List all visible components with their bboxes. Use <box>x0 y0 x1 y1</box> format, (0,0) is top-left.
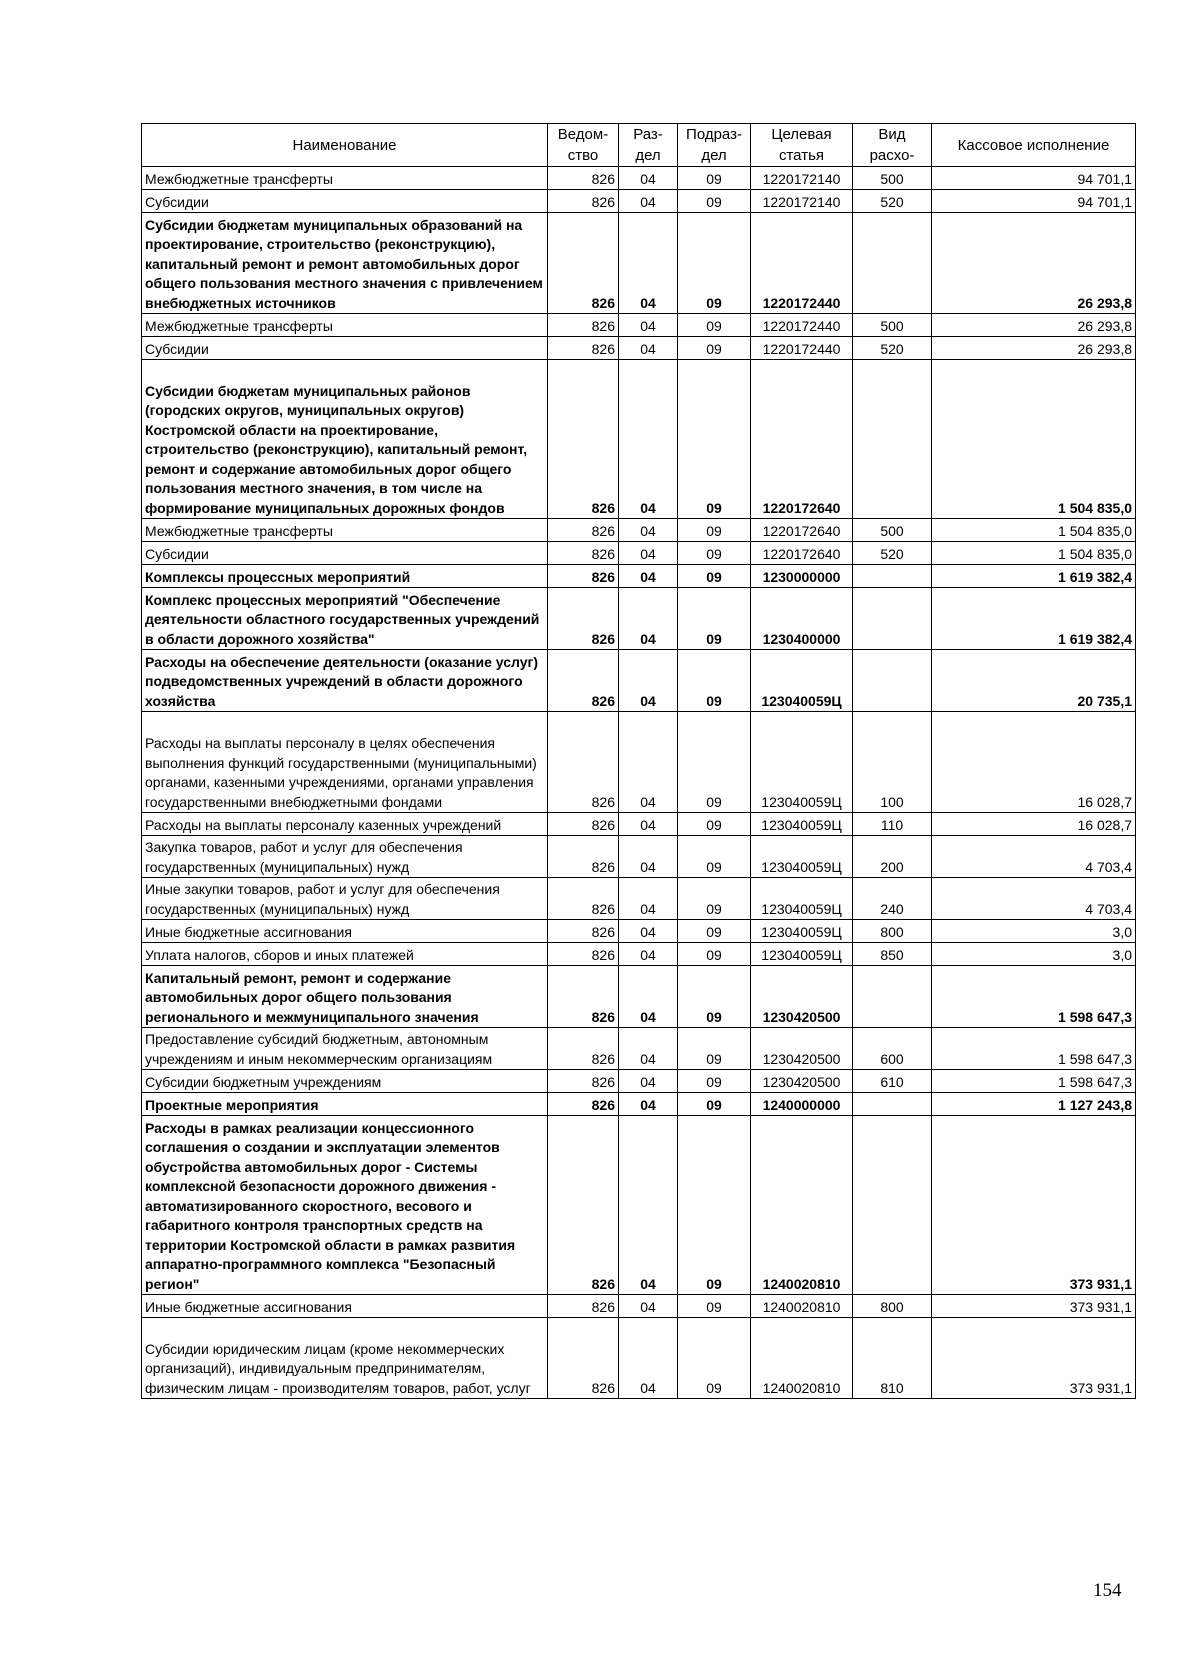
cell-vedomstvo: 826 <box>548 1295 619 1318</box>
cell-kassovoe-ispolnenie: 16 028,7 <box>932 712 1136 813</box>
table-row <box>142 542 1136 565</box>
table-row <box>142 650 1136 712</box>
cell-vid-rashodov <box>853 650 932 712</box>
cell-kassovoe-ispolnenie: 3,0 <box>932 943 1136 966</box>
cell-celevaya-statya: 1220172140 <box>751 190 853 213</box>
header-celevaya-statya: Целевая статья <box>751 124 853 167</box>
cell-celevaya-statya: 123040059Ц <box>751 920 853 943</box>
cell-celevaya-statya: 1230400000 <box>751 588 853 650</box>
cell-razdel: 04 <box>619 314 678 337</box>
cell-name: Расходы на обеспечение деятельности (оказание услуг) подведомственных учреждений в области дорожного хозяйства <box>142 650 548 712</box>
cell-vedomstvo: 826 <box>548 1028 619 1070</box>
header-vid-rashodov: Вид расхо- <box>853 124 932 167</box>
cell-kassovoe-ispolnenie: 1 619 382,4 <box>932 565 1136 588</box>
cell-podrazdel: 09 <box>678 1295 751 1318</box>
cell-razdel: 04 <box>619 878 678 920</box>
table-row <box>142 1295 1136 1318</box>
cell-celevaya-statya: 1230420500 <box>751 1070 853 1093</box>
table-row <box>142 813 1136 836</box>
cell-kassovoe-ispolnenie: 1 598 647,3 <box>932 966 1136 1028</box>
cell-celevaya-statya: 123040059Ц <box>751 943 853 966</box>
cell-podrazdel: 09 <box>678 712 751 813</box>
cell-vid-rashodov: 520 <box>853 190 932 213</box>
cell-vid-rashodov <box>853 360 932 519</box>
table-row <box>142 1070 1136 1093</box>
cell-podrazdel: 09 <box>678 920 751 943</box>
cell-razdel: 04 <box>619 1318 678 1399</box>
cell-vedomstvo: 826 <box>548 1116 619 1295</box>
cell-name: Субсидии бюджетам муниципальных образований на проектирование, строительство (реконструкцию), капитальный ремонт и ремонт автомобильных дорог общего пользования местного значения с привлечением внебюджетных источников <box>142 213 548 314</box>
cell-kassovoe-ispolnenie: 3,0 <box>932 920 1136 943</box>
cell-razdel: 04 <box>619 1028 678 1070</box>
cell-name: Предоставление субсидий бюджетным, автономным учреждениям и иным некоммерческим организациям <box>142 1028 548 1070</box>
cell-razdel: 04 <box>619 813 678 836</box>
cell-razdel: 04 <box>619 337 678 360</box>
cell-kassovoe-ispolnenie: 16 028,7 <box>932 813 1136 836</box>
cell-vid-rashodov <box>853 1093 932 1116</box>
cell-vedomstvo: 826 <box>548 1093 619 1116</box>
table-row <box>142 966 1136 1028</box>
cell-name: Иные закупки товаров, работ и услуг для обеспечения государственных (муниципальных) нужд <box>142 878 548 920</box>
table-row <box>142 213 1136 314</box>
cell-kassovoe-ispolnenie: 26 293,8 <box>932 337 1136 360</box>
cell-razdel: 04 <box>619 213 678 314</box>
cell-podrazdel: 09 <box>678 314 751 337</box>
cell-vedomstvo: 826 <box>548 836 619 878</box>
cell-kassovoe-ispolnenie: 373 931,1 <box>932 1318 1136 1399</box>
cell-kassovoe-ispolnenie: 1 504 835,0 <box>932 519 1136 542</box>
cell-podrazdel: 09 <box>678 650 751 712</box>
table-row <box>142 565 1136 588</box>
cell-podrazdel: 09 <box>678 213 751 314</box>
cell-razdel: 04 <box>619 565 678 588</box>
cell-vedomstvo: 826 <box>548 712 619 813</box>
cell-vid-rashodov <box>853 588 932 650</box>
cell-name: Субсидии <box>142 542 548 565</box>
cell-name: Иные бюджетные ассигнования <box>142 1295 548 1318</box>
cell-vid-rashodov: 500 <box>853 519 932 542</box>
table-row <box>142 337 1136 360</box>
cell-kassovoe-ispolnenie: 26 293,8 <box>932 314 1136 337</box>
cell-podrazdel: 09 <box>678 943 751 966</box>
cell-celevaya-statya: 1240020810 <box>751 1295 853 1318</box>
cell-name: Субсидии бюджетным учреждениям <box>142 1070 548 1093</box>
cell-razdel: 04 <box>619 588 678 650</box>
cell-vedomstvo: 826 <box>548 943 619 966</box>
cell-vid-rashodov: 240 <box>853 878 932 920</box>
cell-vid-rashodov: 600 <box>853 1028 932 1070</box>
table-row <box>142 314 1136 337</box>
cell-kassovoe-ispolnenie: 1 598 647,3 <box>932 1070 1136 1093</box>
cell-vedomstvo: 826 <box>548 360 619 519</box>
cell-vid-rashodov <box>853 966 932 1028</box>
cell-podrazdel: 09 <box>678 1093 751 1116</box>
cell-podrazdel: 09 <box>678 1116 751 1295</box>
table-row <box>142 920 1136 943</box>
cell-kassovoe-ispolnenie: 94 701,1 <box>932 167 1136 190</box>
cell-vid-rashodov: 520 <box>853 542 932 565</box>
cell-podrazdel: 09 <box>678 542 751 565</box>
table-row <box>142 1318 1136 1399</box>
cell-podrazdel: 09 <box>678 813 751 836</box>
cell-celevaya-statya: 1240020810 <box>751 1318 853 1399</box>
cell-celevaya-statya: 1220172440 <box>751 213 853 314</box>
cell-vid-rashodov: 100 <box>853 712 932 813</box>
cell-vedomstvo: 826 <box>548 1318 619 1399</box>
cell-razdel: 04 <box>619 542 678 565</box>
cell-vid-rashodov: 800 <box>853 1295 932 1318</box>
cell-razdel: 04 <box>619 1070 678 1093</box>
cell-vedomstvo: 826 <box>548 878 619 920</box>
cell-vid-rashodov: 810 <box>853 1318 932 1399</box>
cell-podrazdel: 09 <box>678 836 751 878</box>
cell-vedomstvo: 826 <box>548 213 619 314</box>
cell-name: Комплексы процессных мероприятий <box>142 565 548 588</box>
cell-razdel: 04 <box>619 190 678 213</box>
cell-podrazdel: 09 <box>678 1318 751 1399</box>
cell-podrazdel: 09 <box>678 1070 751 1093</box>
cell-podrazdel: 09 <box>678 878 751 920</box>
budget-table <box>141 123 1136 1399</box>
cell-vedomstvo: 826 <box>548 190 619 213</box>
cell-vedomstvo: 826 <box>548 813 619 836</box>
cell-celevaya-statya: 1230000000 <box>751 565 853 588</box>
cell-name: Капитальный ремонт, ремонт и содержание автомобильных дорог общего пользования регионального и межмуниципального значения <box>142 966 548 1028</box>
page-number: 154 <box>1093 1580 1122 1601</box>
cell-celevaya-statya: 123040059Ц <box>751 650 853 712</box>
cell-name: Проектные мероприятия <box>142 1093 548 1116</box>
cell-celevaya-statya: 1220172140 <box>751 167 853 190</box>
table-row <box>142 836 1136 878</box>
cell-kassovoe-ispolnenie: 4 703,4 <box>932 878 1136 920</box>
cell-vedomstvo: 826 <box>548 1070 619 1093</box>
cell-vedomstvo: 826 <box>548 337 619 360</box>
table-header-row <box>142 124 1136 167</box>
table-row <box>142 1028 1136 1070</box>
table-row <box>142 167 1136 190</box>
cell-celevaya-statya: 1220172640 <box>751 360 853 519</box>
cell-name: Межбюджетные трансферты <box>142 314 548 337</box>
table-row <box>142 519 1136 542</box>
cell-celevaya-statya: 1220172440 <box>751 337 853 360</box>
cell-kassovoe-ispolnenie: 1 619 382,4 <box>932 588 1136 650</box>
cell-vid-rashodov: 500 <box>853 167 932 190</box>
cell-name: Расходы на выплаты персоналу в целях обеспечения выполнения функций государственными (муниципальными) органами, казенными учреждениями, органами управления государственными внебюджетными фондами <box>142 712 548 813</box>
table-row <box>142 1093 1136 1116</box>
cell-celevaya-statya: 1230420500 <box>751 966 853 1028</box>
table-row <box>142 1116 1136 1295</box>
cell-razdel: 04 <box>619 1295 678 1318</box>
cell-name: Иные бюджетные ассигнования <box>142 920 548 943</box>
cell-name: Субсидии <box>142 190 548 213</box>
table-row <box>142 712 1136 813</box>
header-razdel: Раз-дел <box>619 124 678 167</box>
cell-razdel: 04 <box>619 1116 678 1295</box>
cell-vid-rashodov: 520 <box>853 337 932 360</box>
cell-podrazdel: 09 <box>678 588 751 650</box>
cell-kassovoe-ispolnenie: 373 931,1 <box>932 1295 1136 1318</box>
cell-vid-rashodov: 800 <box>853 920 932 943</box>
cell-vid-rashodov <box>853 1116 932 1295</box>
cell-vedomstvo: 826 <box>548 519 619 542</box>
cell-vid-rashodov: 610 <box>853 1070 932 1093</box>
cell-vid-rashodov <box>853 565 932 588</box>
table-row <box>142 943 1136 966</box>
cell-kassovoe-ispolnenie: 1 127 243,8 <box>932 1093 1136 1116</box>
cell-podrazdel: 09 <box>678 337 751 360</box>
cell-vid-rashodov: 200 <box>853 836 932 878</box>
cell-kassovoe-ispolnenie: 20 735,1 <box>932 650 1136 712</box>
cell-vid-rashodov: 110 <box>853 813 932 836</box>
cell-razdel: 04 <box>619 920 678 943</box>
cell-razdel: 04 <box>619 966 678 1028</box>
cell-name: Субсидии <box>142 337 548 360</box>
cell-kassovoe-ispolnenie: 26 293,8 <box>932 213 1136 314</box>
cell-podrazdel: 09 <box>678 519 751 542</box>
cell-celevaya-statya: 123040059Ц <box>751 813 853 836</box>
cell-celevaya-statya: 1240020810 <box>751 1116 853 1295</box>
cell-celevaya-statya: 1240000000 <box>751 1093 853 1116</box>
cell-vedomstvo: 826 <box>548 650 619 712</box>
cell-razdel: 04 <box>619 712 678 813</box>
header-podrazdel: Подраз-дел <box>678 124 751 167</box>
cell-celevaya-statya: 123040059Ц <box>751 712 853 813</box>
table-row <box>142 190 1136 213</box>
cell-kassovoe-ispolnenie: 4 703,4 <box>932 836 1136 878</box>
cell-razdel: 04 <box>619 519 678 542</box>
table-body <box>142 167 1136 1399</box>
cell-podrazdel: 09 <box>678 360 751 519</box>
cell-razdel: 04 <box>619 836 678 878</box>
cell-podrazdel: 09 <box>678 167 751 190</box>
cell-name: Субсидии бюджетам муниципальных районов (городских округов, муниципальных округов) Костромской области на проектирование, строительство (реконструкцию), капитальный ремонт, ремонт и содержание автомобильных дорог общего пользования местного значения, в том числе на формирование муниципальных дорожных фондов <box>142 360 548 519</box>
cell-vid-rashodov: 850 <box>853 943 932 966</box>
budget-sheet <box>141 123 1136 1399</box>
cell-razdel: 04 <box>619 943 678 966</box>
cell-razdel: 04 <box>619 650 678 712</box>
header-vedomstvo: Ведом-ство <box>548 124 619 167</box>
cell-kassovoe-ispolnenie: 94 701,1 <box>932 190 1136 213</box>
header-kassovoe-ispolnenie: Кассовое исполнение <box>932 124 1136 167</box>
cell-vedomstvo: 826 <box>548 588 619 650</box>
cell-name: Уплата налогов, сборов и иных платежей <box>142 943 548 966</box>
cell-name: Расходы в рамках реализации концессионного соглашения о создании и эксплуатации элементов обустройства автомобильных дорог - Системы комплексной безопасности дорожного движения - автоматизированного скоростного, весового и габаритного контроля транспортных средств на территории Костромской области в рамках развития аппаратно-программного комплекса "Безопасный регион" <box>142 1116 548 1295</box>
cell-vedomstvo: 826 <box>548 542 619 565</box>
cell-razdel: 04 <box>619 1093 678 1116</box>
cell-razdel: 04 <box>619 167 678 190</box>
cell-kassovoe-ispolnenie: 1 504 835,0 <box>932 542 1136 565</box>
table-row <box>142 878 1136 920</box>
cell-podrazdel: 09 <box>678 565 751 588</box>
cell-razdel: 04 <box>619 360 678 519</box>
cell-vedomstvo: 826 <box>548 314 619 337</box>
cell-celevaya-statya: 123040059Ц <box>751 836 853 878</box>
cell-celevaya-statya: 1230420500 <box>751 1028 853 1070</box>
cell-celevaya-statya: 1220172640 <box>751 519 853 542</box>
cell-vid-rashodov: 500 <box>853 314 932 337</box>
cell-kassovoe-ispolnenie: 1 598 647,3 <box>932 1028 1136 1070</box>
cell-vedomstvo: 826 <box>548 920 619 943</box>
header-name: Наименование <box>142 124 548 167</box>
cell-vedomstvo: 826 <box>548 966 619 1028</box>
table-row <box>142 588 1136 650</box>
cell-name: Расходы на выплаты персоналу казенных учреждений <box>142 813 548 836</box>
cell-name: Межбюджетные трансферты <box>142 167 548 190</box>
cell-vedomstvo: 826 <box>548 565 619 588</box>
cell-podrazdel: 09 <box>678 190 751 213</box>
cell-celevaya-statya: 123040059Ц <box>751 878 853 920</box>
cell-name: Комплекс процессных мероприятий "Обеспечение деятельности областного государственных учреждений в области дорожного хозяйства" <box>142 588 548 650</box>
cell-vid-rashodov <box>853 213 932 314</box>
cell-vedomstvo: 826 <box>548 167 619 190</box>
cell-podrazdel: 09 <box>678 1028 751 1070</box>
cell-name: Субсидии юридическим лицам (кроме некоммерческих организаций), индивидуальным предпринимателям, физическим лицам - производителям товаров, работ, услуг <box>142 1318 548 1399</box>
cell-name: Закупка товаров, работ и услуг для обеспечения государственных (муниципальных) нужд <box>142 836 548 878</box>
cell-name: Межбюджетные трансферты <box>142 519 548 542</box>
cell-celevaya-statya: 1220172640 <box>751 542 853 565</box>
cell-kassovoe-ispolnenie: 373 931,1 <box>932 1116 1136 1295</box>
table-row <box>142 360 1136 519</box>
cell-podrazdel: 09 <box>678 966 751 1028</box>
cell-celevaya-statya: 1220172440 <box>751 314 853 337</box>
cell-kassovoe-ispolnenie: 1 504 835,0 <box>932 360 1136 519</box>
